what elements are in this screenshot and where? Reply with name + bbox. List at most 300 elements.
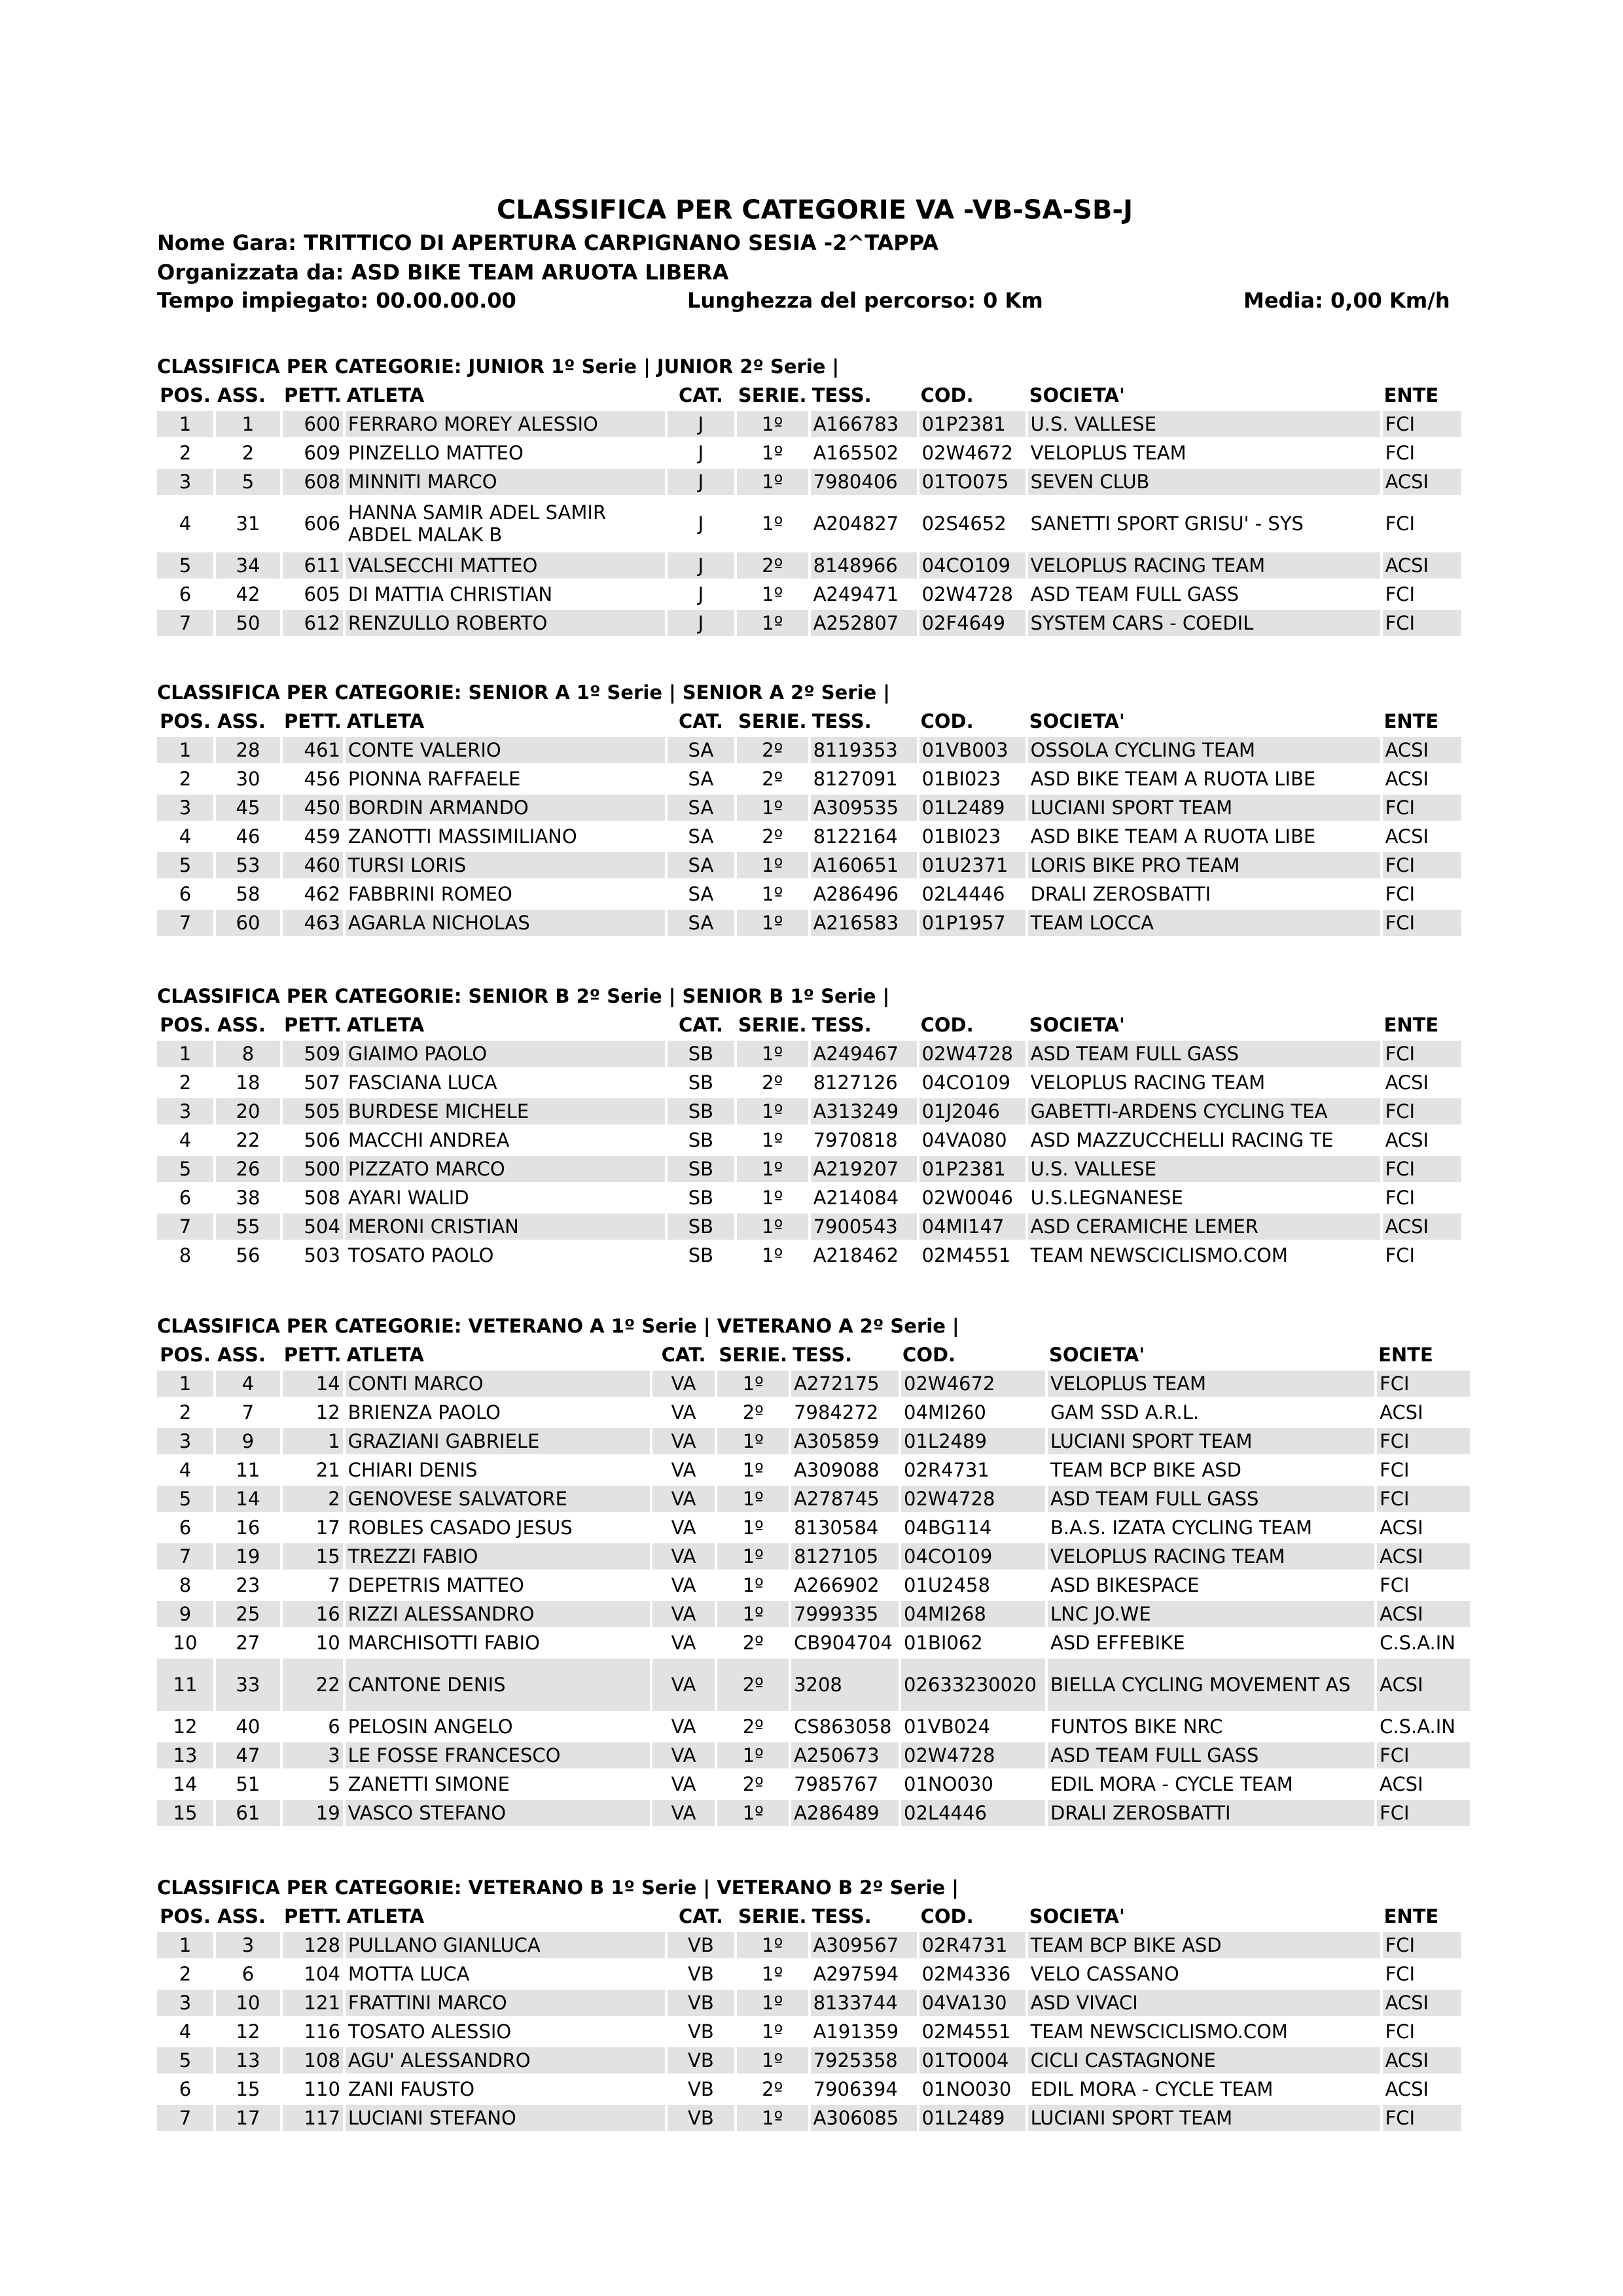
cell-team: ASD BIKESPACE: [1048, 1571, 1374, 1600]
cell-license: 8119353: [811, 736, 917, 764]
cell-license: A166783: [811, 410, 917, 439]
section-title: CLASSIFICA PER CATEGORIE: SENIOR B 2º Serie | SENIOR B 1º Serie |: [157, 985, 890, 1007]
column-header-series: SERIE.: [738, 1014, 807, 1036]
cell-code: 02R4731: [919, 1931, 1026, 1960]
table-row: [157, 1741, 1470, 1770]
cell-category: VB: [668, 1931, 734, 1960]
table-row: [157, 2104, 1461, 2132]
cell-category: SB: [668, 1068, 734, 1097]
cell-series: 1º: [717, 1600, 789, 1628]
cell-pos: 4: [157, 2017, 213, 2046]
cell-team: TEAM BCP BIKE ASD: [1028, 1931, 1380, 1960]
cell-series: 1º: [717, 1571, 789, 1600]
cell-team: U.S. VALLESE: [1028, 1155, 1380, 1183]
cell-team: TEAM NEWSCICLISMO.COM: [1028, 1241, 1380, 1270]
cell-athlete: PULLANO GIANLUCA: [346, 1931, 665, 1960]
cell-body: C.S.A.IN: [1377, 1712, 1470, 1741]
cell-category: VA: [652, 1513, 715, 1542]
table-header-row: [157, 1340, 1470, 1369]
cell-series: 1º: [737, 1931, 808, 1960]
column-header-ass: ASS.: [217, 1014, 266, 1036]
cell-code: 01J2046: [919, 1097, 1026, 1126]
cell-athlete: BORDIN ARMANDO: [346, 793, 665, 822]
column-header-body: ENTE: [1383, 384, 1439, 406]
cell-ass: 17: [216, 2104, 280, 2132]
cell-ass: 45: [216, 793, 280, 822]
cell-category: SA: [668, 822, 734, 851]
cell-category: VA: [652, 1456, 715, 1484]
cell-body: ACSI: [1383, 1068, 1461, 1097]
table-header-row: [157, 707, 1461, 736]
cell-license: A313249: [811, 1097, 917, 1126]
column-header-ass: ASS.: [217, 710, 266, 732]
cell-body: ACSI: [1383, 2046, 1461, 2075]
cell-team: TEAM LOCCA: [1028, 908, 1380, 937]
cell-athlete: GENOVESE SALVATORE: [346, 1484, 650, 1513]
cell-license: A191359: [811, 2017, 917, 2046]
cell-team: EDIL MORA - CYCLE TEAM: [1048, 1770, 1374, 1799]
cell-pos: 4: [157, 1456, 213, 1484]
column-header-series: SERIE.: [738, 1905, 807, 1928]
cell-pos: 5: [157, 551, 213, 580]
cell-series: 2º: [717, 1628, 789, 1657]
cell-body: ACSI: [1383, 764, 1461, 793]
cell-team: U.S.LEGNANESE: [1028, 1183, 1380, 1212]
column-header-athlete: ATLETA: [346, 1014, 425, 1036]
cell-athlete: RIZZI ALESSANDRO: [346, 1600, 650, 1628]
cell-ass: 34: [216, 551, 280, 580]
cell-category: VA: [652, 1770, 715, 1799]
cell-ass: 28: [216, 736, 280, 764]
cell-pett: 14: [283, 1369, 343, 1398]
cell-pos: 4: [157, 1126, 213, 1155]
cell-code: 01U2371: [919, 851, 1026, 880]
cell-license: 8127126: [811, 1068, 917, 1097]
cell-pett: 15: [283, 1542, 343, 1571]
cell-athlete: TOSATO PAOLO: [346, 1241, 665, 1270]
cell-ass: 47: [216, 1741, 280, 1770]
cell-team: ASD EFFEBIKE: [1048, 1628, 1374, 1657]
cell-body: C.S.A.IN: [1377, 1628, 1470, 1657]
results-section: [157, 678, 1472, 937]
cell-body: FCI: [1383, 793, 1461, 822]
cell-category: SA: [668, 793, 734, 822]
column-header-pett: PETT.: [284, 384, 342, 406]
cell-pett: 19: [283, 1799, 343, 1827]
cell-pett: 605: [283, 580, 343, 609]
cell-code: 02633230020: [901, 1657, 1045, 1712]
cell-body: FCI: [1383, 851, 1461, 880]
cell-pos: 1: [157, 736, 213, 764]
table-row: [157, 1212, 1461, 1241]
cell-athlete: PIZZATO MARCO: [346, 1155, 665, 1183]
cell-body: FCI: [1383, 580, 1461, 609]
cell-ass: 3: [216, 1931, 280, 1960]
cell-team: FUNTOS BIKE NRC: [1048, 1712, 1374, 1741]
cell-series: 1º: [737, 1241, 808, 1270]
table-row: [157, 1097, 1461, 1126]
cell-code: 02L4446: [919, 880, 1026, 908]
column-header-body: ENTE: [1378, 1344, 1433, 1366]
cell-pett: 460: [283, 851, 343, 880]
column-header-license: TESS.: [812, 1905, 872, 1928]
cell-pos: 8: [157, 1241, 213, 1270]
cell-pett: 600: [283, 410, 343, 439]
cell-code: 02W4672: [901, 1369, 1045, 1398]
cell-athlete: MOTTA LUCA: [346, 1960, 665, 1988]
table-row: [157, 1628, 1470, 1657]
cell-pos: 3: [157, 793, 213, 822]
section-title: CLASSIFICA PER CATEGORIE: VETERANO A 1º Serie | VETERANO A 2º Serie |: [157, 1315, 959, 1337]
cell-series: 1º: [737, 851, 808, 880]
results-table: [154, 1011, 1464, 1270]
cell-code: 01L2489: [919, 793, 1026, 822]
cell-license: 7985767: [791, 1770, 899, 1799]
cell-pett: 12: [283, 1398, 343, 1427]
table-row: [157, 439, 1461, 467]
results-table: [154, 1902, 1464, 2132]
cell-code: 02W0046: [919, 1183, 1026, 1212]
table-row: [157, 880, 1461, 908]
cell-code: 01VB024: [901, 1712, 1045, 1741]
cell-pett: 3: [283, 1741, 343, 1770]
cell-license: A216583: [811, 908, 917, 937]
cell-team: CICLI CASTAGNONE: [1028, 2046, 1380, 2075]
cell-category: VA: [652, 1712, 715, 1741]
cell-body: FCI: [1377, 1484, 1470, 1513]
results-section: [157, 982, 1472, 1270]
cell-team: LNC JO.WE: [1048, 1600, 1374, 1628]
cell-pett: 6: [283, 1712, 343, 1741]
cell-series: 1º: [717, 1369, 789, 1398]
cell-pett: 507: [283, 1068, 343, 1097]
cell-body: ACSI: [1377, 1513, 1470, 1542]
cell-athlete: FABBRINI ROMEO: [346, 880, 665, 908]
cell-category: SB: [668, 1155, 734, 1183]
cell-license: A309088: [791, 1456, 899, 1484]
cell-pos: 2: [157, 439, 213, 467]
time-used: Tempo impiegato: 00.00.00.00: [157, 288, 516, 313]
cell-code: 01P2381: [919, 410, 1026, 439]
cell-pos: 4: [157, 496, 213, 551]
table-header-row: [157, 1902, 1461, 1931]
table-row: [157, 736, 1461, 764]
cell-body: ACSI: [1377, 1770, 1470, 1799]
race-info-line: [157, 288, 1450, 313]
cell-category: SA: [668, 736, 734, 764]
cell-category: VB: [668, 1960, 734, 1988]
cell-ass: 23: [216, 1571, 280, 1600]
cell-category: J: [668, 609, 734, 637]
cell-code: 02W4728: [901, 1484, 1045, 1513]
cell-code: 01L2489: [919, 2104, 1026, 2132]
cell-pett: 612: [283, 609, 343, 637]
cell-code: 04CO109: [901, 1542, 1045, 1571]
cell-athlete: CHIARI DENIS: [346, 1456, 650, 1484]
cell-pos: 6: [157, 880, 213, 908]
cell-team: LUCIANI SPORT TEAM: [1048, 1427, 1374, 1456]
cell-pos: 2: [157, 1960, 213, 1988]
cell-license: 8130584: [791, 1513, 899, 1542]
cell-athlete: PIONNA RAFFAELE: [346, 764, 665, 793]
cell-code: 04MI260: [901, 1398, 1045, 1427]
cell-license: 7980406: [811, 467, 917, 496]
cell-ass: 50: [216, 609, 280, 637]
cell-athlete: AGU' ALESSANDRO: [346, 2046, 665, 2075]
cell-athlete: MERONI CRISTIAN: [346, 1212, 665, 1241]
cell-body: ACSI: [1377, 1600, 1470, 1628]
cell-series: 1º: [737, 1039, 808, 1068]
cell-series: 1º: [717, 1741, 789, 1770]
cell-license: A160651: [811, 851, 917, 880]
average-speed: Media: 0,00 Km/h: [1243, 288, 1450, 313]
cell-pett: 7: [283, 1571, 343, 1600]
cell-pett: 116: [283, 2017, 343, 2046]
cell-athlete: MACCHI ANDREA: [346, 1126, 665, 1155]
cell-category: VA: [652, 1427, 715, 1456]
cell-license: A266902: [791, 1571, 899, 1600]
cell-team: VELOPLUS TEAM: [1048, 1369, 1374, 1398]
cell-pett: 10: [283, 1628, 343, 1657]
cell-ass: 26: [216, 1155, 280, 1183]
cell-team: GAM SSD A.R.L.: [1048, 1398, 1374, 1427]
cell-team: TEAM BCP BIKE ASD: [1048, 1456, 1374, 1484]
cell-series: 1º: [737, 1183, 808, 1212]
cell-category: J: [668, 580, 734, 609]
column-header-license: TESS.: [812, 1014, 872, 1036]
cell-athlete: TOSATO ALESSIO: [346, 2017, 665, 2046]
column-header-code: COD.: [902, 1344, 956, 1366]
column-header-category: CAT.: [661, 1344, 706, 1366]
cell-team: VELOPLUS RACING TEAM: [1048, 1542, 1374, 1571]
column-header-license: TESS.: [812, 384, 872, 406]
table-row: [157, 496, 1461, 551]
cell-team: ASD MAZZUCCHELLI RACING TE: [1028, 1126, 1380, 1155]
cell-series: 1º: [737, 1155, 808, 1183]
cell-team: ASD TEAM FULL GASS: [1028, 580, 1380, 609]
cell-athlete: GRAZIANI GABRIELE: [346, 1427, 650, 1456]
column-header-category: CAT.: [678, 1905, 723, 1928]
cell-team: ASD VIVACI: [1028, 1988, 1380, 2017]
results-section: [157, 1873, 1472, 2132]
cell-team: DRALI ZEROSBATTI: [1028, 880, 1380, 908]
cell-ass: 14: [216, 1484, 280, 1513]
cell-category: SB: [668, 1097, 734, 1126]
table-row: [157, 1126, 1461, 1155]
table-header-row: [157, 381, 1461, 410]
table-row: [157, 1369, 1470, 1398]
cell-pett: 500: [283, 1155, 343, 1183]
cell-team: ASD BIKE TEAM A RUOTA LIBE: [1028, 764, 1380, 793]
column-header-category: CAT.: [678, 1014, 723, 1036]
cell-license: A309567: [811, 1931, 917, 1960]
cell-series: 1º: [737, 410, 808, 439]
cell-ass: 22: [216, 1126, 280, 1155]
cell-license: A252807: [811, 609, 917, 637]
cell-pos: 5: [157, 2046, 213, 2075]
cell-pett: 104: [283, 1960, 343, 1988]
cell-ass: 55: [216, 1212, 280, 1241]
cell-team: DRALI ZEROSBATTI: [1048, 1799, 1374, 1827]
column-header-ass: ASS.: [217, 384, 266, 406]
cell-pett: 463: [283, 908, 343, 937]
page-title: CLASSIFICA PER CATEGORIE VA -VB-SA-SB-J: [497, 195, 1133, 225]
table-row: [157, 1542, 1470, 1571]
cell-ass: 6: [216, 1960, 280, 1988]
table-row: [157, 1571, 1470, 1600]
cell-category: SA: [668, 908, 734, 937]
cell-ass: 9: [216, 1427, 280, 1456]
cell-athlete: BRIENZA PAOLO: [346, 1398, 650, 1427]
cell-category: VA: [652, 1628, 715, 1657]
cell-athlete: ROBLES CASADO JESUS: [346, 1513, 650, 1542]
cell-pos: 12: [157, 1712, 213, 1741]
cell-code: 04VA080: [919, 1126, 1026, 1155]
cell-body: ACSI: [1383, 1988, 1461, 2017]
table-row: [157, 1770, 1470, 1799]
cell-athlete: TREZZI FABIO: [346, 1542, 650, 1571]
cell-ass: 25: [216, 1600, 280, 1628]
cell-pos: 15: [157, 1799, 213, 1827]
cell-code: 01U2458: [901, 1571, 1045, 1600]
cell-pos: 14: [157, 1770, 213, 1799]
cell-body: FCI: [1383, 2017, 1461, 2046]
cell-category: J: [668, 496, 734, 551]
section-title: CLASSIFICA PER CATEGORIE: JUNIOR 1º Serie | JUNIOR 2º Serie |: [157, 355, 840, 378]
cell-team: GABETTI-ARDENS CYCLING TEA: [1028, 1097, 1380, 1126]
cell-athlete: HANNA SAMIR ADEL SAMIR ABDEL MALAK B: [346, 496, 665, 551]
cell-license: 7970818: [811, 1126, 917, 1155]
cell-code: 02M4336: [919, 1960, 1026, 1988]
cell-pett: 21: [283, 1456, 343, 1484]
cell-body: FCI: [1383, 1183, 1461, 1212]
table-row: [157, 908, 1461, 937]
cell-code: 02M4551: [919, 2017, 1026, 2046]
cell-ass: 40: [216, 1712, 280, 1741]
table-row: [157, 793, 1461, 822]
cell-ass: 7: [216, 1398, 280, 1427]
cell-category: VB: [668, 2017, 734, 2046]
column-header-series: SERIE.: [719, 1344, 788, 1366]
cell-pett: 456: [283, 764, 343, 793]
column-header-code: COD.: [920, 1014, 974, 1036]
cell-code: 01TO075: [919, 467, 1026, 496]
cell-license: 8133744: [811, 1988, 917, 2017]
cell-series: 1º: [737, 793, 808, 822]
cell-category: VB: [668, 2075, 734, 2104]
cell-body: FCI: [1383, 880, 1461, 908]
cell-code: 02L4446: [901, 1799, 1045, 1827]
results-table: [154, 707, 1464, 937]
cell-pos: 7: [157, 908, 213, 937]
cell-code: 02W4728: [901, 1741, 1045, 1770]
cell-pos: 5: [157, 851, 213, 880]
cell-pett: 16: [283, 1600, 343, 1628]
column-header-athlete: ATLETA: [346, 710, 425, 732]
cell-series: 2º: [737, 1068, 808, 1097]
cell-body: ACSI: [1383, 736, 1461, 764]
cell-category: SB: [668, 1212, 734, 1241]
cell-pos: 2: [157, 764, 213, 793]
table-row: [157, 2075, 1461, 2104]
cell-series: 1º: [737, 1960, 808, 1988]
cell-category: SB: [668, 1039, 734, 1068]
column-header-athlete: ATLETA: [346, 1344, 424, 1366]
cell-ass: 5: [216, 467, 280, 496]
cell-athlete: ZANOTTI MASSIMILIANO: [346, 822, 665, 851]
cell-category: SB: [668, 1126, 734, 1155]
cell-athlete: FERRARO MOREY ALESSIO: [346, 410, 665, 439]
cell-pos: 3: [157, 1988, 213, 2017]
cell-ass: 38: [216, 1183, 280, 1212]
cell-ass: 33: [216, 1657, 280, 1712]
cell-ass: 56: [216, 1241, 280, 1270]
cell-pett: 503: [283, 1241, 343, 1270]
table-row: [157, 1799, 1470, 1827]
column-header-pos: POS.: [160, 710, 211, 732]
cell-series: 1º: [737, 609, 808, 637]
cell-code: 01TO004: [919, 2046, 1026, 2075]
cell-code: 01L2489: [901, 1427, 1045, 1456]
cell-body: ACSI: [1383, 1126, 1461, 1155]
cell-athlete: LE FOSSE FRANCESCO: [346, 1741, 650, 1770]
cell-body: FCI: [1377, 1799, 1470, 1827]
cell-ass: 15: [216, 2075, 280, 2104]
cell-pett: 1: [283, 1427, 343, 1456]
cell-license: A250673: [791, 1741, 899, 1770]
cell-code: 02W4728: [919, 1039, 1026, 1068]
column-header-pett: PETT.: [284, 1014, 342, 1036]
table-row: [157, 1398, 1470, 1427]
cell-series: 1º: [737, 2104, 808, 2132]
cell-category: VA: [652, 1657, 715, 1712]
cell-pos: 7: [157, 1212, 213, 1241]
results-table: [154, 381, 1464, 637]
cell-category: VB: [668, 1988, 734, 2017]
table-row: [157, 1456, 1470, 1484]
organizer: Organizzata da: ASD BIKE TEAM ARUOTA LIBERA: [157, 260, 729, 285]
cell-code: 01P2381: [919, 1155, 1026, 1183]
cell-body: ACSI: [1377, 1398, 1470, 1427]
table-row: [157, 1183, 1461, 1212]
table-row: [157, 2017, 1461, 2046]
cell-ass: 16: [216, 1513, 280, 1542]
table-row: [157, 1155, 1461, 1183]
cell-athlete: PELOSIN ANGELO: [346, 1712, 650, 1741]
cell-code: 02W4672: [919, 439, 1026, 467]
table-row: [157, 1241, 1461, 1270]
cell-category: VA: [652, 1542, 715, 1571]
cell-team: LUCIANI SPORT TEAM: [1028, 793, 1380, 822]
cell-ass: 58: [216, 880, 280, 908]
cell-pos: 3: [157, 1427, 213, 1456]
column-header-team: SOCIETA': [1029, 1905, 1125, 1928]
cell-ass: 46: [216, 822, 280, 851]
cell-license: 7906394: [811, 2075, 917, 2104]
cell-license: CS863058: [791, 1712, 899, 1741]
cell-series: 1º: [737, 880, 808, 908]
cell-series: 1º: [717, 1456, 789, 1484]
table-row: [157, 410, 1461, 439]
cell-ass: 19: [216, 1542, 280, 1571]
table-row: [157, 1960, 1461, 1988]
cell-license: A249467: [811, 1039, 917, 1068]
race-name: Nome Gara: TRITTICO DI APERTURA CARPIGNANO SESIA -2^TAPPA: [157, 230, 939, 255]
cell-pos: 4: [157, 822, 213, 851]
cell-code: 01NO030: [919, 2075, 1026, 2104]
column-header-pett: PETT.: [284, 710, 342, 732]
table-row: [157, 2046, 1461, 2075]
